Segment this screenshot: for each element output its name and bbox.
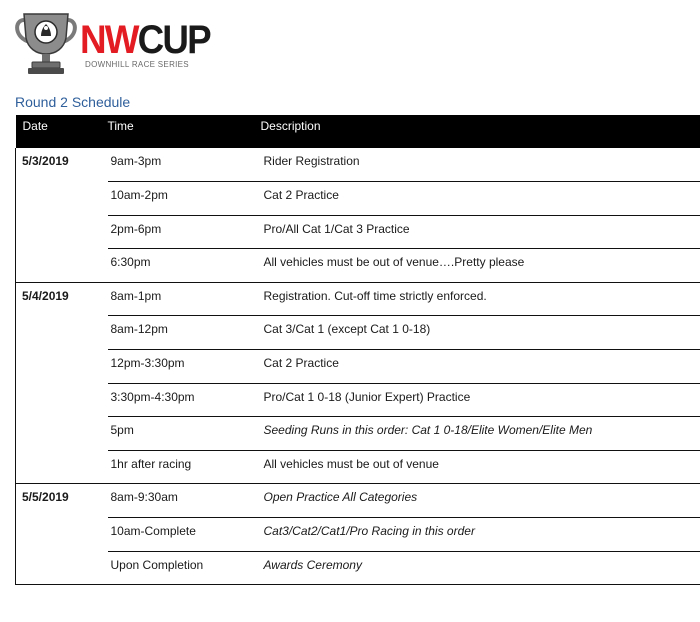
row-date: [16, 316, 108, 350]
row-time: Upon Completion: [108, 551, 261, 585]
row-description: Seeding Runs in this order: Cat 1 0-18/Elite Women/Elite Men: [261, 417, 700, 451]
trophy-icon: [14, 8, 78, 78]
row-date: [16, 383, 108, 417]
table-row: [16, 182, 700, 216]
row-date: [16, 551, 108, 585]
row-time: 5pm: [108, 417, 261, 451]
row-description: Rider Registration: [261, 148, 700, 182]
row-time: 8am-12pm: [108, 316, 261, 350]
row-date: 5/4/2019: [16, 282, 108, 316]
row-date: [16, 518, 108, 552]
row-description: Cat 2 Practice: [261, 182, 700, 216]
table-row: [16, 417, 700, 451]
row-time: 10am-2pm: [108, 182, 261, 216]
row-date: [16, 417, 108, 451]
row-description: Cat 2 Practice: [261, 350, 700, 384]
nwcup-logo: [14, 8, 224, 80]
schedule-body: [16, 148, 700, 585]
row-date: [16, 215, 108, 249]
table-row: [16, 450, 700, 484]
table-row: [16, 518, 700, 552]
row-date: 5/5/2019: [16, 484, 108, 518]
row-description: Registration. Cut-off time strictly enforced.: [261, 282, 700, 316]
column-header-description: Description: [261, 115, 700, 148]
row-date: [16, 249, 108, 283]
column-header-time: Time: [108, 115, 261, 148]
row-description: Pro/Cat 1 0-18 (Junior Expert) Practice: [261, 383, 700, 417]
row-description: Awards Ceremony: [261, 551, 700, 585]
row-description: Cat 3/Cat 1 (except Cat 1 0-18): [261, 316, 700, 350]
row-date: [16, 450, 108, 484]
brand-wordmark: [80, 20, 210, 60]
row-time: 3:30pm-4:30pm: [108, 383, 261, 417]
row-description: All vehicles must be out of venue….Pretty please: [261, 249, 700, 283]
table-header-row: [16, 115, 700, 148]
row-date: [16, 182, 108, 216]
table-row: [16, 282, 700, 316]
row-time: 8am-9:30am: [108, 484, 261, 518]
row-date: [16, 350, 108, 384]
row-time: 9am-3pm: [108, 148, 261, 182]
brand-primary: NW: [80, 18, 138, 62]
table-row: [16, 350, 700, 384]
row-description: All vehicles must be out of venue: [261, 450, 700, 484]
table-row: [16, 215, 700, 249]
column-header-date: Date: [16, 115, 108, 148]
table-row: [16, 484, 700, 518]
row-description: Cat3/Cat2/Cat1/Pro Racing in this order: [261, 518, 700, 552]
row-time: 12pm-3:30pm: [108, 350, 261, 384]
row-description: Pro/All Cat 1/Cat 3 Practice: [261, 215, 700, 249]
brand-secondary: CUP: [137, 18, 210, 62]
table-row: [16, 148, 700, 182]
table-row: [16, 249, 700, 283]
table-row: [16, 316, 700, 350]
table-row: [16, 383, 700, 417]
row-time: 10am-Complete: [108, 518, 261, 552]
row-time: 8am-1pm: [108, 282, 261, 316]
schedule-title: Round 2 Schedule: [15, 94, 131, 110]
row-description: Open Practice All Categories: [261, 484, 700, 518]
brand-subtitle: DOWNHILL RACE SERIES: [85, 60, 189, 69]
row-time: 6:30pm: [108, 249, 261, 283]
row-time: 2pm-6pm: [108, 215, 261, 249]
row-time: 1hr after racing: [108, 450, 261, 484]
table-row: [16, 551, 700, 585]
row-date: 5/3/2019: [16, 148, 108, 182]
schedule-table: [15, 115, 700, 585]
